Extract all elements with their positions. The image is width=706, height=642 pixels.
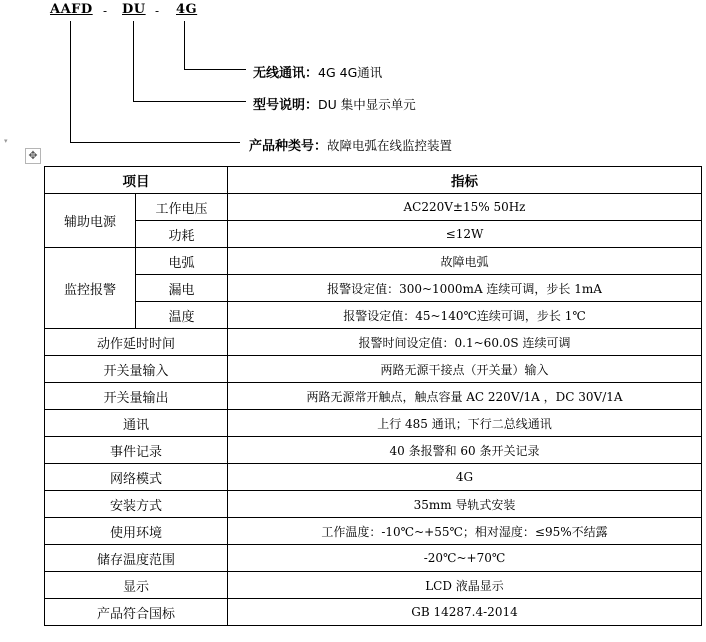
item-name: 储存温度范围 — [45, 545, 228, 572]
table-row — [45, 437, 702, 464]
spec-value: 35mm 导轨式安装 — [228, 491, 702, 518]
spec-value: GB 14287.4-2014 — [228, 599, 702, 626]
table-row — [45, 329, 702, 356]
item-name: 动作延时时间 — [45, 329, 228, 356]
table-row — [45, 464, 702, 491]
sub-item: 功耗 — [136, 221, 228, 248]
item-name: 网络模式 — [45, 464, 228, 491]
table-row — [45, 572, 702, 599]
item-name: 开关量输入 — [45, 356, 228, 383]
header-spec: 指标 — [228, 167, 702, 194]
item-name: 显示 — [45, 572, 228, 599]
table-row — [45, 221, 702, 248]
item-name: 安装方式 — [45, 491, 228, 518]
spec-value: AC220V±15% 50Hz — [228, 194, 702, 221]
table-row — [45, 356, 702, 383]
table-row — [45, 491, 702, 518]
desc-wireless-label: 无线通讯： — [253, 66, 319, 81]
desc-product-type-value: 故障电弧在线监控装置 — [327, 138, 453, 153]
bracket-line-aafd-vertical — [70, 21, 71, 143]
table-header-row — [45, 167, 702, 194]
item-name: 开关量输出 — [45, 383, 228, 410]
item-name: 产品符合国标 — [45, 599, 228, 626]
spec-value: 上行 485 通讯；下行二总线通讯 — [228, 410, 702, 437]
bracket-line-4g-vertical — [184, 21, 185, 70]
bracket-line-du-vertical — [133, 21, 134, 102]
desc-product-type — [249, 135, 452, 154]
model-code-part-3: 4G — [176, 2, 198, 17]
item-name: 通讯 — [45, 410, 228, 437]
item-name: 事件记录 — [45, 437, 228, 464]
table-row — [45, 302, 702, 329]
sub-item: 温度 — [136, 302, 228, 329]
desc-model-value: DU 集中显示单元 — [318, 97, 416, 112]
desc-model-label: 型号说明： — [253, 98, 319, 113]
group-power: 辅助电源 — [45, 194, 136, 248]
table-row — [45, 383, 702, 410]
spec-value: 40 条报警和 60 条开关记录 — [228, 437, 702, 464]
spec-value: 报警设定值：300~1000mA 连续可调，步长 1mA — [228, 275, 702, 302]
spec-value: 报警设定值：45~140℃连续可调，步长 1℃ — [228, 302, 702, 329]
bracket-line-4g-horizontal — [184, 69, 246, 70]
spec-value: 两路无源常开触点，触点容量 AC 220V/1A ，DC 30V/1A — [228, 383, 702, 410]
spec-value: ≤12W — [228, 221, 702, 248]
spec-value: -20℃~+70℃ — [228, 545, 702, 572]
header-item: 项目 — [45, 167, 228, 194]
table-row — [45, 275, 702, 302]
bracket-line-aafd-horizontal — [70, 142, 240, 143]
spec-value: 4G — [228, 464, 702, 491]
table-row — [45, 410, 702, 437]
table-row — [45, 599, 702, 626]
desc-model — [253, 94, 416, 113]
spec-value: 报警时间设定值：0.1~60.0S 连续可调 — [228, 329, 702, 356]
table-move-handle-icon[interactable]: ✥ — [25, 148, 41, 164]
paragraph-mark-icon: ▾ — [4, 137, 8, 145]
table-row — [45, 518, 702, 545]
group-alarm: 监控报警 — [45, 248, 136, 329]
model-code-separator-2: - — [155, 4, 160, 18]
spec-value: 故障电弧 — [228, 248, 702, 275]
sub-item: 漏电 — [136, 275, 228, 302]
spec-table — [44, 166, 702, 626]
desc-product-type-label: 产品种类号： — [249, 139, 328, 154]
model-code-separator-1: - — [103, 4, 108, 18]
model-code-part-1: AAFD — [50, 2, 93, 17]
model-code-part-2: DU — [122, 2, 146, 17]
sub-item: 工作电压 — [136, 194, 228, 221]
spec-value: 工作温度：-10℃~+55℃；相对湿度：≤95%不结露 — [228, 518, 702, 545]
desc-wireless-value: 4G 4G通讯 — [318, 65, 383, 80]
spec-value: LCD 液晶显示 — [228, 572, 702, 599]
spec-value: 两路无源干接点（开关量）输入 — [228, 356, 702, 383]
table-row — [45, 194, 702, 221]
table-row — [45, 545, 702, 572]
bracket-line-du-horizontal — [133, 101, 246, 102]
sub-item: 电弧 — [136, 248, 228, 275]
desc-wireless — [253, 62, 382, 81]
item-name: 使用环境 — [45, 518, 228, 545]
table-row — [45, 248, 702, 275]
